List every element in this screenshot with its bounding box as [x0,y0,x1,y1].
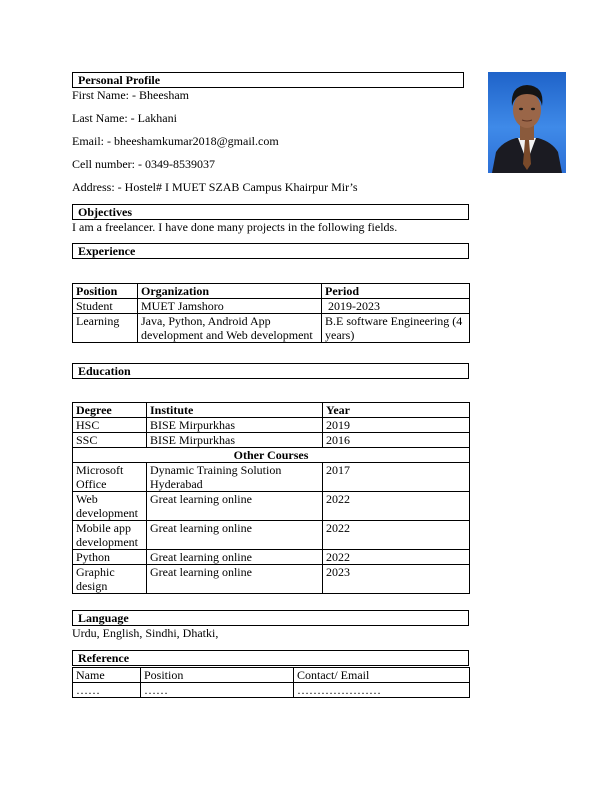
table-cell: Learning [73,314,138,343]
table-cell: Mobile app development [73,521,147,550]
last-name: Last Name: - Lakhani [72,111,177,125]
table-cell: 2022 [323,521,470,550]
reference-heading: Reference [72,650,469,666]
table-cell: Microsoft Office [73,463,147,492]
table-header-row [73,668,470,683]
table-cell: Great learning online [147,550,323,565]
table-cell: …… [73,683,141,698]
column-header: Contact/ Email [294,668,470,683]
table-cell: B.E software Engineering (4 years) [322,314,470,343]
table-header-row [73,403,470,418]
table-cell: …… [141,683,294,698]
education-table [72,402,470,594]
table-row [73,550,470,565]
other-courses-row [73,448,470,463]
objectives-heading: Objectives [72,204,469,220]
table-cell: 2023 [323,565,470,594]
table-cell: 2022 [323,492,470,521]
person-portrait-icon [488,72,566,173]
table-row [73,418,470,433]
table-cell: Great learning online [147,565,323,594]
table-cell: 2017 [323,463,470,492]
personal-profile-heading: Personal Profile [72,72,464,88]
table-cell: Student [73,299,138,314]
column-header: Position [141,668,294,683]
table-cell: Java, Python, Android App development and Web development [138,314,322,343]
column-header: Name [73,668,141,683]
table-row [73,565,470,594]
column-header: Position [73,284,138,299]
table-cell: Python [73,550,147,565]
table-cell: Great learning online [147,521,323,550]
table-cell: ………………… [294,683,470,698]
table-cell: Graphic design [73,565,147,594]
experience-heading: Experience [72,243,469,259]
table-row [73,463,470,492]
education-heading: Education [72,363,469,379]
table-cell: 2019 [323,418,470,433]
column-header: Institute [147,403,323,418]
table-row [73,492,470,521]
profile-photo [488,72,566,173]
column-header: Organization [138,284,322,299]
column-header: Degree [73,403,147,418]
objectives-text: I am a freelancer. I have done many projects in the following fields. [72,220,398,234]
table-cell: BISE Mirpurkhas [147,418,323,433]
table-row [73,433,470,448]
table-cell: Web development [73,492,147,521]
address: Address: - Hostel# I MUET SZAB Campus Khairpur Mir’s [72,180,358,194]
table-cell: Dynamic Training Solution Hyderabad [147,463,323,492]
table-cell: 2022 [323,550,470,565]
table-row [73,683,470,698]
table-cell: BISE Mirpurkhas [147,433,323,448]
other-courses-label: Other Courses [73,448,470,463]
reference-table [72,667,470,698]
column-header: Period [322,284,470,299]
table-row [73,521,470,550]
table-cell: Great learning online [147,492,323,521]
email: Email: - bheeshamkumar2018@gmail.com [72,134,279,148]
cell-number: Cell number: - 0349-8539037 [72,157,215,171]
language-text: Urdu, English, Sindhi, Dhatki, [72,626,219,640]
language-heading: Language [72,610,469,626]
table-cell: SSC [73,433,147,448]
table-row [73,299,470,314]
table-cell: HSC [73,418,147,433]
experience-table [72,283,470,343]
column-header: Year [323,403,470,418]
table-cell: 2016 [323,433,470,448]
table-header-row [73,284,470,299]
table-cell: MUET Jamshoro [138,299,322,314]
table-cell: 2019-2023 [322,299,470,314]
first-name: First Name: - Bheesham [72,88,189,102]
table-row [73,314,470,343]
